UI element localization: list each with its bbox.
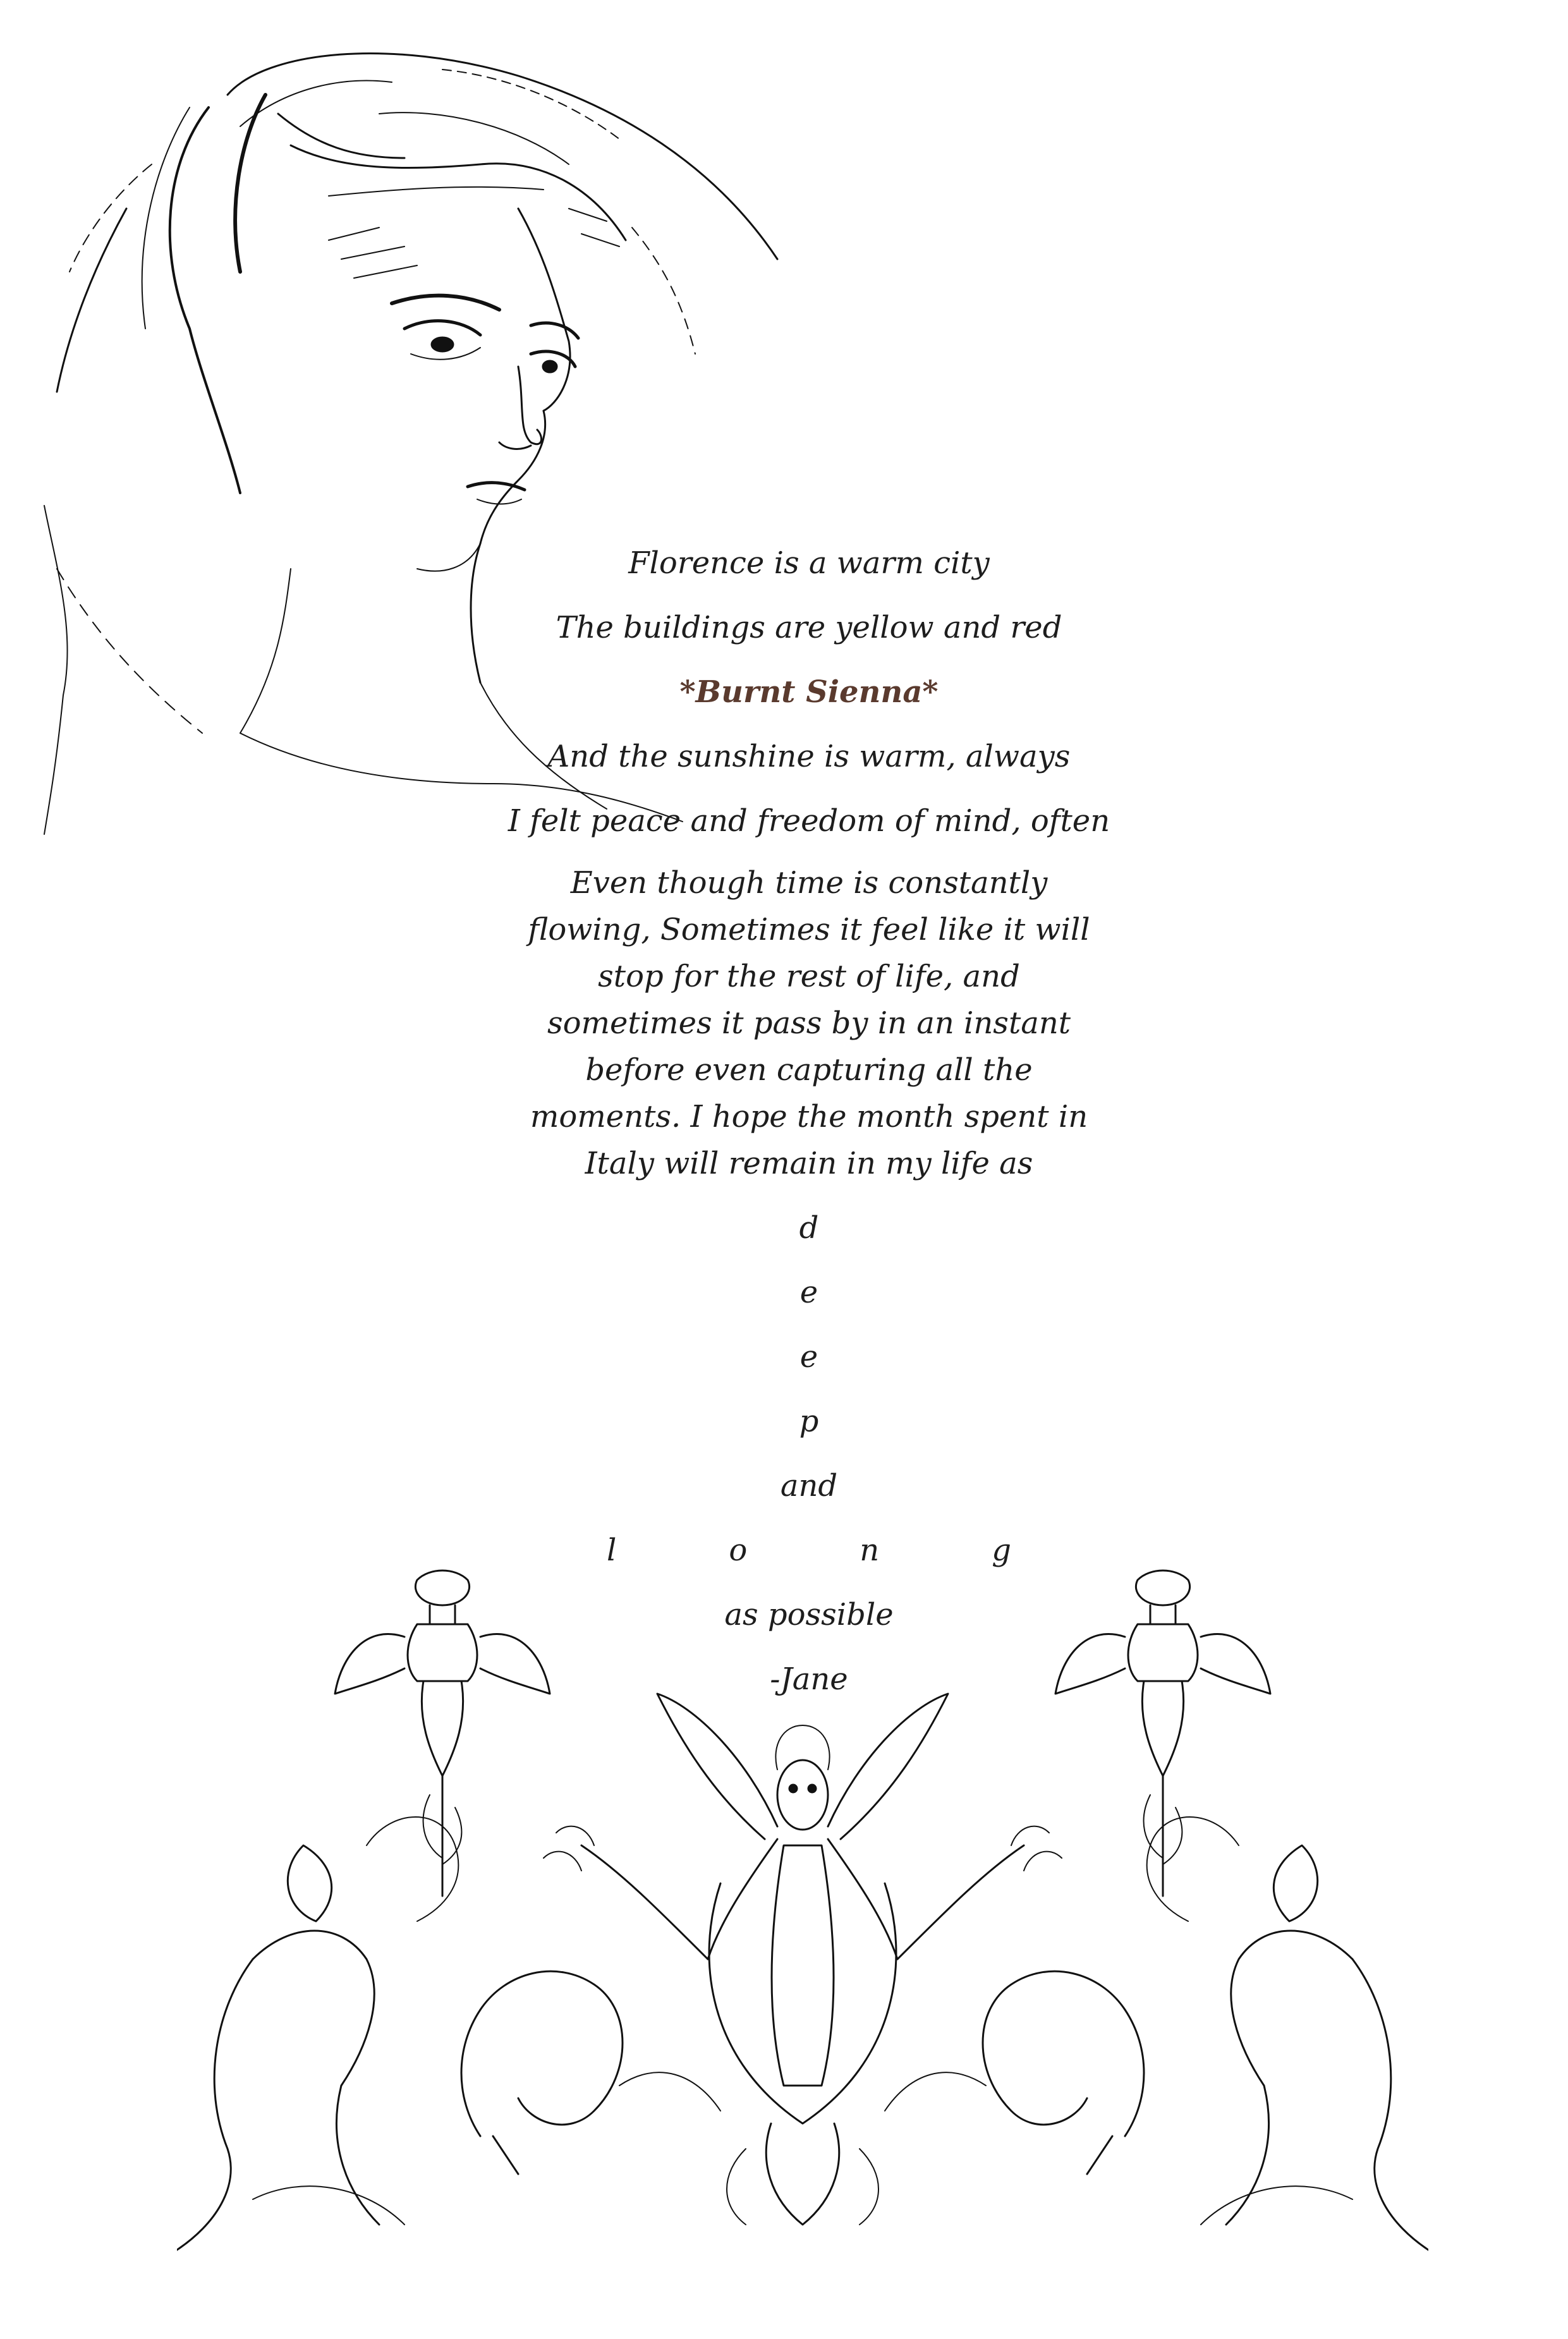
deep-letter-e1: e — [799, 1275, 818, 1310]
winged-figures-ornament — [177, 1567, 1428, 2281]
poem-line-1: Florence is a warm city — [628, 545, 990, 581]
poem-signature: -Jane — [770, 1662, 848, 1697]
long-letter-o: o — [729, 1533, 748, 1568]
deep-letter-d: d — [799, 1210, 819, 1246]
long-letter-l: l — [607, 1533, 617, 1568]
deep-letter-e2: e — [799, 1339, 818, 1375]
poem-and: and — [780, 1468, 838, 1504]
poem-paragraph: Even though time is constantly flowing, Sometimes it feel like it will stop for the rest of life, and sometimes it pass by in an instant before even capturing all the moments. I hope the month spent in Italy will remain in my life as — [528, 865, 1090, 1181]
poem-line-5: I felt peace and freedom of mind, often — [507, 803, 1110, 839]
poem-line-2: The buildings are yellow and red — [556, 610, 1062, 645]
long-letter-n: n — [860, 1533, 880, 1568]
long-letter-g: g — [992, 1533, 1011, 1568]
poem-line-4: And the sunshine is warm, always — [547, 739, 1071, 774]
deep-letter-p: p — [799, 1404, 819, 1439]
poem-as-possible: as possible — [724, 1597, 894, 1632]
poem — [493, 531, 1125, 1711]
poem-line-burnt-sienna: *Burnt Sienna* — [679, 674, 939, 710]
